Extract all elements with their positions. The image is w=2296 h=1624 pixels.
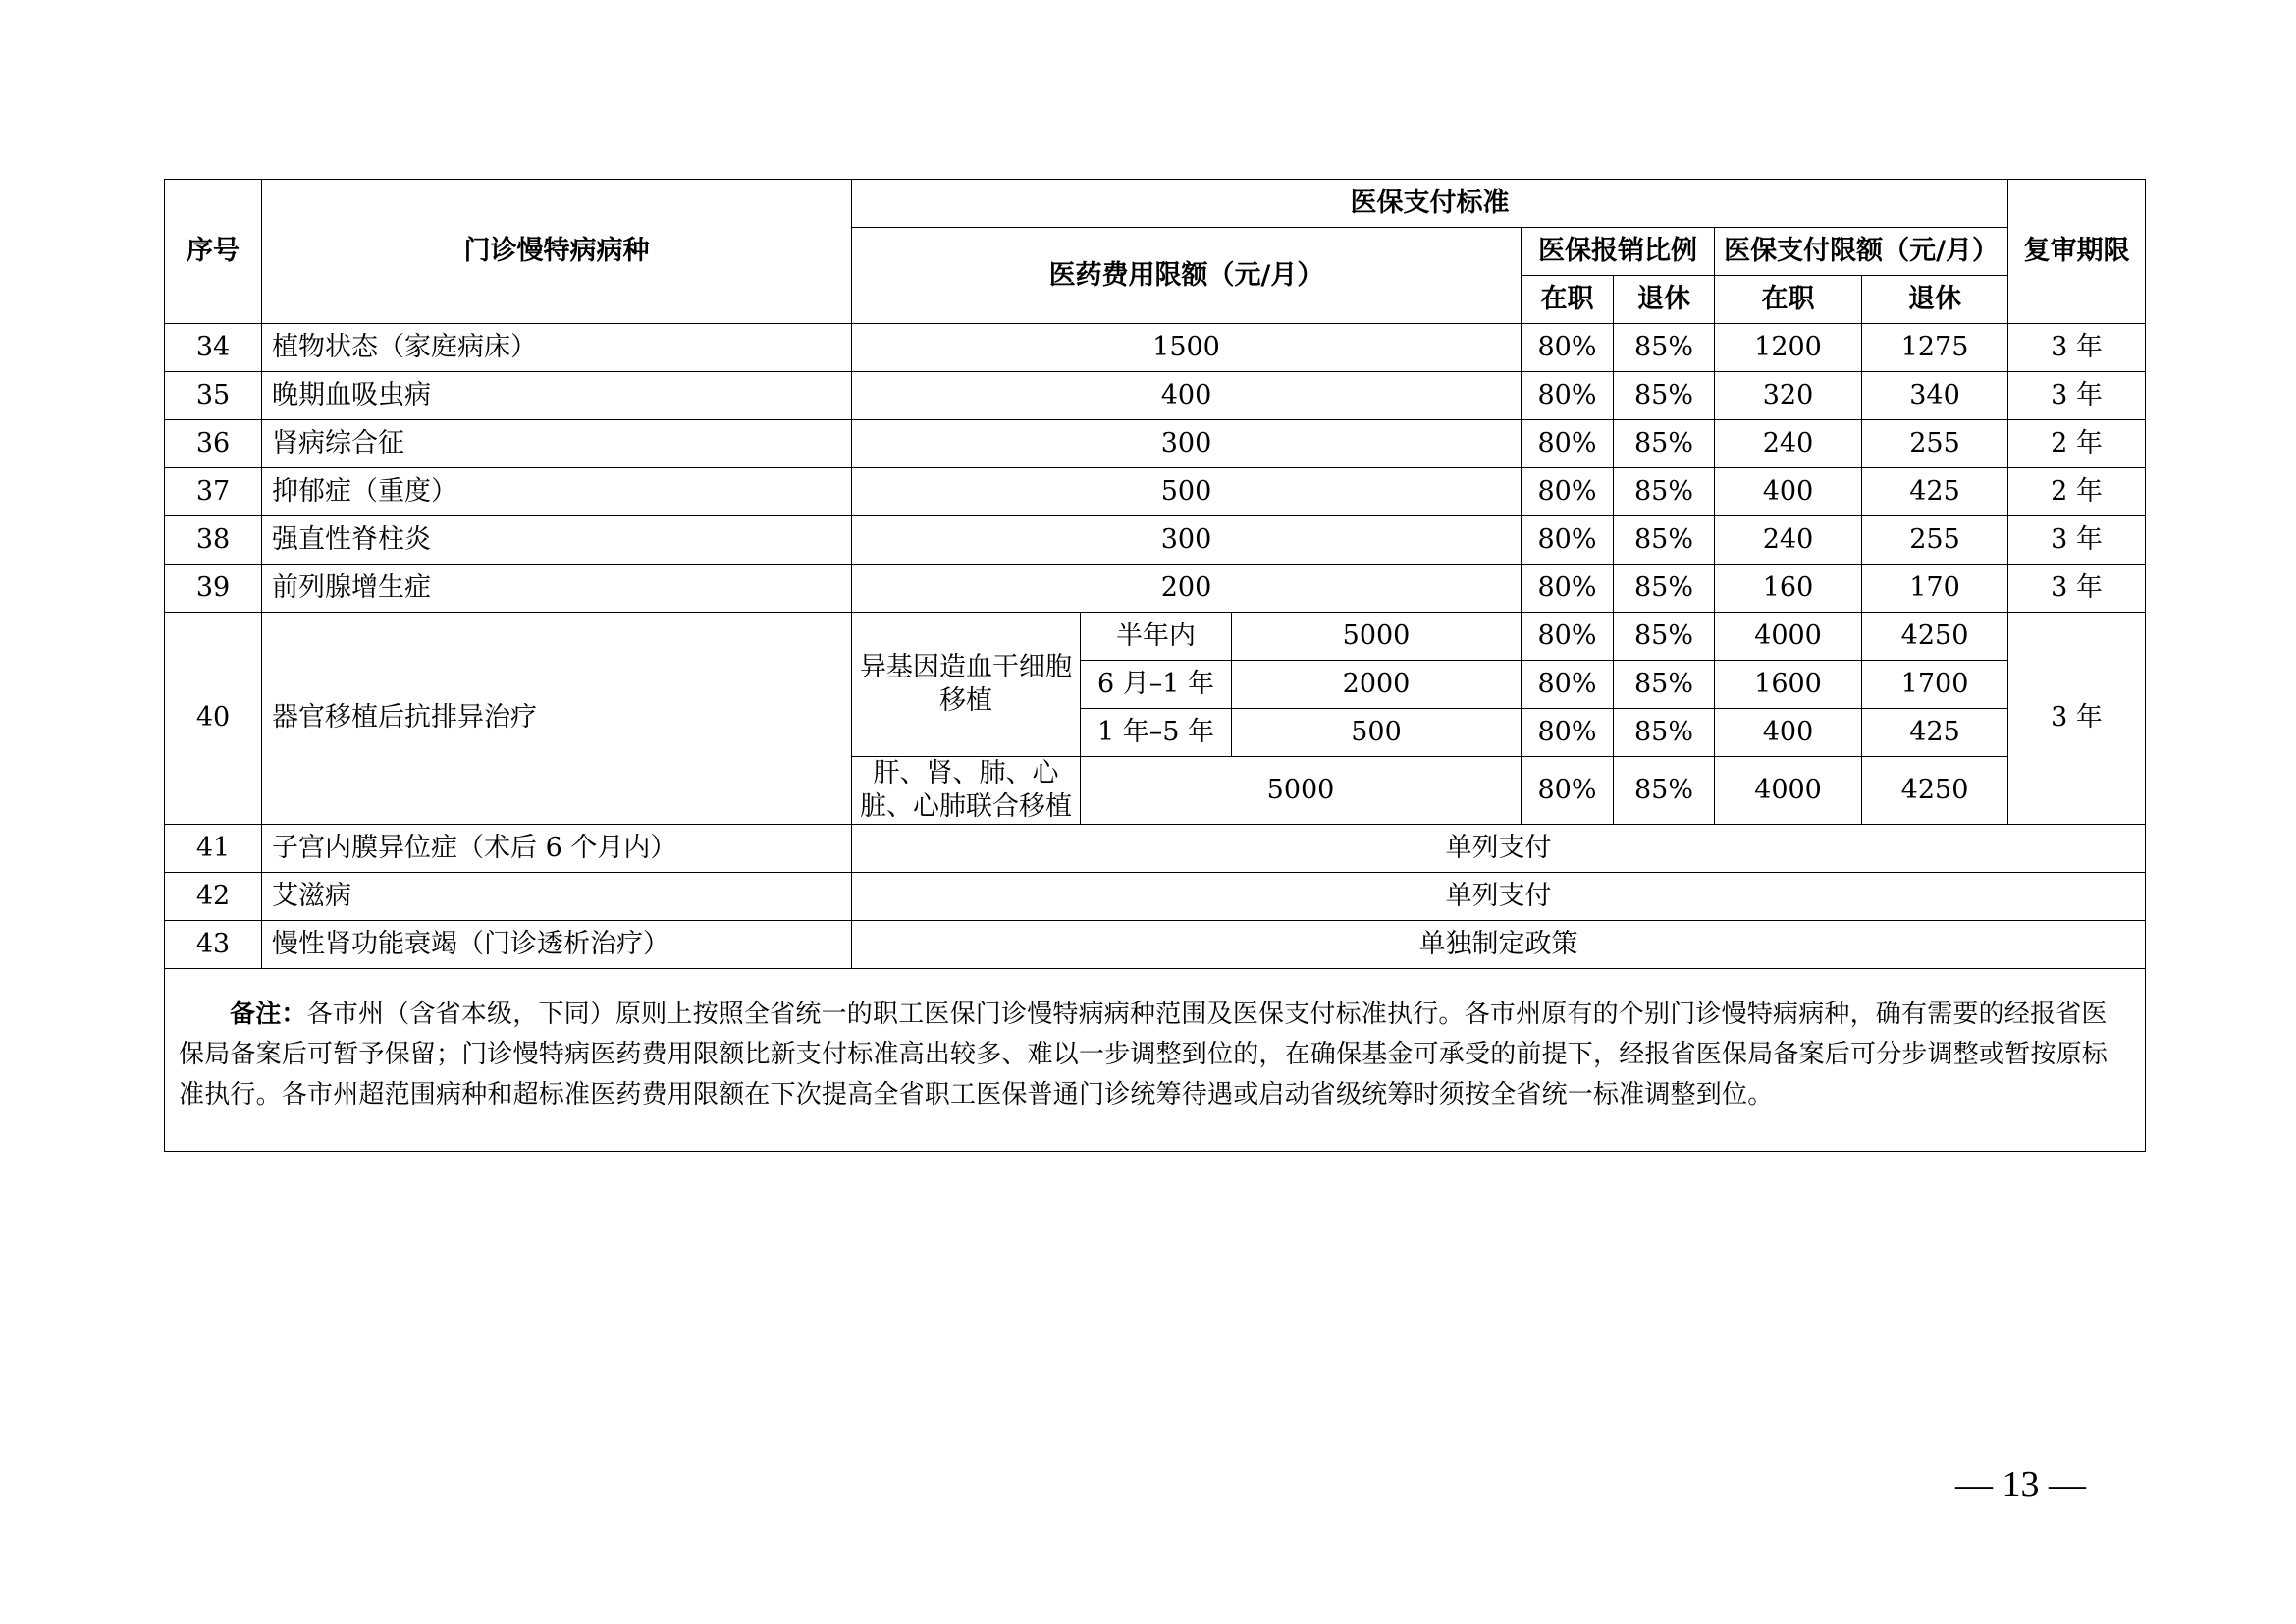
note-text: 各市州（含省本级，下同）原则上按照全省统一的职工医保门诊慢特病病种范围及医保支付标准执行。各市州原有的个别门诊慢特病病种，确有需要的经报省医保局备案后可暂予保留；门诊慢特病医药费用限额比新支付标准高出较多、难以一步调整到位的，在确保基金可承受的前提下，经报省医保局备案后可分步调整或暂按原标准执行。各市州超范围病种和超标准医药费用限额在下次提高全省职工医保普通门诊统筹待遇或启动省级统筹时须按全省统一标准调整到位。 bbox=[179, 999, 2109, 1110]
header-ratio: 医保报销比例 bbox=[1522, 228, 1715, 276]
page-number: — 13 — bbox=[1955, 1464, 2086, 1505]
row-ratio-employed: 80% bbox=[1522, 372, 1614, 420]
row-pay-employed: 240 bbox=[1715, 420, 1862, 468]
row-review: 3 年 bbox=[2008, 324, 2146, 372]
row-ratio-retired: 85% bbox=[1614, 324, 1715, 372]
row-pay-employed: 400 bbox=[1715, 709, 1862, 757]
row-pay-retired: 255 bbox=[1862, 420, 2008, 468]
row-cost-limit: 1500 bbox=[852, 324, 1522, 372]
note-row bbox=[165, 968, 2146, 1151]
transplant-group-organ: 肝、肾、肺、心脏、心肺联合移植 bbox=[852, 757, 1081, 825]
row-pay-employed: 160 bbox=[1715, 565, 1862, 613]
row-pay-retired: 4250 bbox=[1862, 757, 2008, 825]
row-review: 2 年 bbox=[2008, 468, 2146, 516]
row-pay-retired: 170 bbox=[1862, 565, 2008, 613]
row-cost-limit: 500 bbox=[1232, 709, 1522, 757]
row-ratio-employed: 80% bbox=[1522, 565, 1614, 613]
row-pay-employed: 1600 bbox=[1715, 661, 1862, 709]
row-review: 3 年 bbox=[2008, 565, 2146, 613]
row-policy: 单列支付 bbox=[852, 824, 2146, 872]
note-cell bbox=[165, 968, 2146, 1151]
row-policy: 单列支付 bbox=[852, 872, 2146, 920]
table-row bbox=[165, 468, 2146, 516]
row-ratio-employed: 80% bbox=[1522, 709, 1614, 757]
row-pay-employed: 240 bbox=[1715, 516, 1862, 565]
table-row bbox=[165, 613, 2146, 661]
row-cost-limit: 5000 bbox=[1232, 613, 1522, 661]
row-disease: 慢性肾功能衰竭（门诊透析治疗） bbox=[262, 920, 852, 968]
header-review-period: 复审期限 bbox=[2008, 180, 2146, 324]
row-disease: 强直性脊柱炎 bbox=[262, 516, 852, 565]
table-row bbox=[165, 324, 2146, 372]
row-pay-employed: 4000 bbox=[1715, 613, 1862, 661]
table-row bbox=[165, 824, 2146, 872]
row-ratio-retired: 85% bbox=[1614, 565, 1715, 613]
row-review: 3 年 bbox=[2008, 613, 2146, 825]
row-no: 40 bbox=[165, 613, 262, 825]
row-no: 39 bbox=[165, 565, 262, 613]
header-pay-employed: 在职 bbox=[1715, 276, 1862, 324]
row-no: 41 bbox=[165, 824, 262, 872]
header-disease: 门诊慢特病病种 bbox=[262, 180, 852, 324]
row-pay-retired: 1275 bbox=[1862, 324, 2008, 372]
row-no: 36 bbox=[165, 420, 262, 468]
row-pay-retired: 425 bbox=[1862, 468, 2008, 516]
row-pay-retired: 4250 bbox=[1862, 613, 2008, 661]
row-ratio-employed: 80% bbox=[1522, 757, 1614, 825]
table-row bbox=[165, 872, 2146, 920]
header-ratio-employed: 在职 bbox=[1522, 276, 1614, 324]
header-ratio-retired: 退休 bbox=[1614, 276, 1715, 324]
header-pay-limit: 医保支付限额（元/月） bbox=[1715, 228, 2008, 276]
row-ratio-employed: 80% bbox=[1522, 516, 1614, 565]
transplant-period: 1 年–5 年 bbox=[1081, 709, 1232, 757]
row-cost-limit: 5000 bbox=[1081, 757, 1522, 825]
row-ratio-employed: 80% bbox=[1522, 661, 1614, 709]
row-no: 43 bbox=[165, 920, 262, 968]
row-disease: 子宫内膜异位症（术后 6 个月内） bbox=[262, 824, 852, 872]
row-no: 42 bbox=[165, 872, 262, 920]
row-disease: 植物状态（家庭病床） bbox=[262, 324, 852, 372]
row-ratio-employed: 80% bbox=[1522, 613, 1614, 661]
transplant-period: 半年内 bbox=[1081, 613, 1232, 661]
row-no: 35 bbox=[165, 372, 262, 420]
row-disease: 抑郁症（重度） bbox=[262, 468, 852, 516]
row-pay-retired: 425 bbox=[1862, 709, 2008, 757]
table-row bbox=[165, 565, 2146, 613]
row-cost-limit: 2000 bbox=[1232, 661, 1522, 709]
row-disease: 器官移植后抗排异治疗 bbox=[262, 613, 852, 825]
row-pay-employed: 1200 bbox=[1715, 324, 1862, 372]
row-review: 3 年 bbox=[2008, 372, 2146, 420]
header-cost-limit: 医药费用限额（元/月） bbox=[852, 228, 1522, 324]
row-no: 38 bbox=[165, 516, 262, 565]
row-disease: 艾滋病 bbox=[262, 872, 852, 920]
note-label: 备注： bbox=[230, 999, 307, 1029]
row-disease: 晚期血吸虫病 bbox=[262, 372, 852, 420]
row-pay-retired: 340 bbox=[1862, 372, 2008, 420]
row-ratio-retired: 85% bbox=[1614, 661, 1715, 709]
row-cost-limit: 200 bbox=[852, 565, 1522, 613]
transplant-group-stem-cell: 异基因造血干细胞移植 bbox=[852, 613, 1081, 757]
row-pay-employed: 400 bbox=[1715, 468, 1862, 516]
row-ratio-retired: 85% bbox=[1614, 468, 1715, 516]
row-disease: 前列腺增生症 bbox=[262, 565, 852, 613]
payment-standard-table bbox=[164, 179, 2146, 1152]
row-ratio-retired: 85% bbox=[1614, 757, 1715, 825]
transplant-period: 6 月–1 年 bbox=[1081, 661, 1232, 709]
header-payment-standard: 医保支付标准 bbox=[852, 180, 2008, 228]
row-pay-retired: 1700 bbox=[1862, 661, 2008, 709]
row-policy: 单独制定政策 bbox=[852, 920, 2146, 968]
row-no: 34 bbox=[165, 324, 262, 372]
table-row bbox=[165, 372, 2146, 420]
header-pay-retired: 退休 bbox=[1862, 276, 2008, 324]
row-ratio-employed: 80% bbox=[1522, 324, 1614, 372]
row-cost-limit: 500 bbox=[852, 468, 1522, 516]
row-ratio-employed: 80% bbox=[1522, 420, 1614, 468]
table-row bbox=[165, 516, 2146, 565]
table-row bbox=[165, 920, 2146, 968]
row-cost-limit: 300 bbox=[852, 516, 1522, 565]
table-row bbox=[165, 420, 2146, 468]
row-cost-limit: 300 bbox=[852, 420, 1522, 468]
header-seq: 序号 bbox=[165, 180, 262, 324]
row-pay-employed: 320 bbox=[1715, 372, 1862, 420]
row-ratio-employed: 80% bbox=[1522, 468, 1614, 516]
row-pay-employed: 4000 bbox=[1715, 757, 1862, 825]
row-review: 3 年 bbox=[2008, 516, 2146, 565]
row-ratio-retired: 85% bbox=[1614, 372, 1715, 420]
row-pay-retired: 255 bbox=[1862, 516, 2008, 565]
row-review: 2 年 bbox=[2008, 420, 2146, 468]
row-ratio-retired: 85% bbox=[1614, 516, 1715, 565]
row-cost-limit: 400 bbox=[852, 372, 1522, 420]
row-ratio-retired: 85% bbox=[1614, 709, 1715, 757]
row-ratio-retired: 85% bbox=[1614, 613, 1715, 661]
row-ratio-retired: 85% bbox=[1614, 420, 1715, 468]
row-disease: 肾病综合征 bbox=[262, 420, 852, 468]
row-no: 37 bbox=[165, 468, 262, 516]
